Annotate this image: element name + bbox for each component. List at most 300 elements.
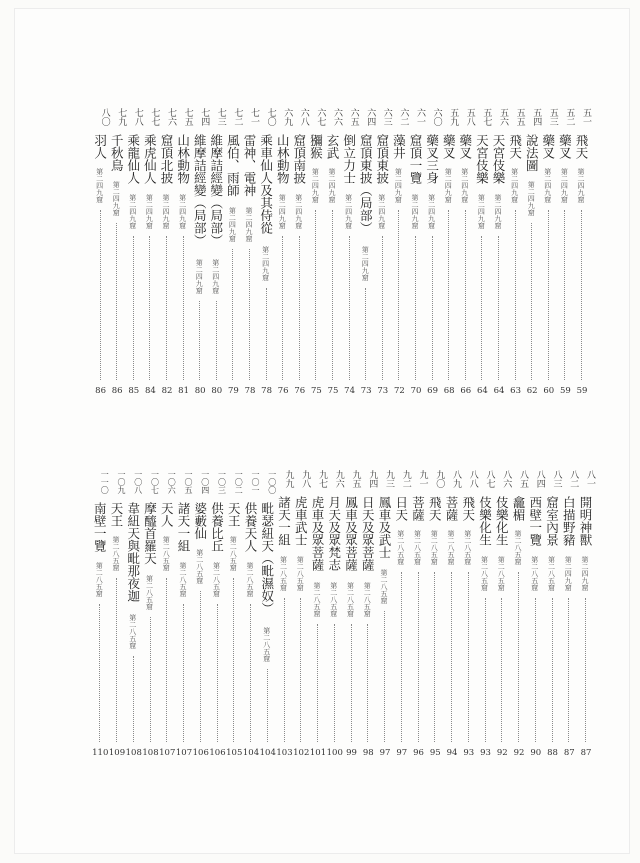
dot-leader [501, 598, 502, 743]
toc-entry [241, 108, 259, 428]
entry-title: 維摩詰經變（局部） [192, 134, 208, 247]
entry-number: 一〇九 [117, 470, 126, 494]
entry-page-number: 72 [393, 386, 405, 396]
entry-title: 藻井 [391, 134, 407, 159]
entry-title: 白描野豬 [561, 496, 577, 546]
dot-leader [100, 210, 101, 381]
entry-number: 一〇一 [251, 470, 260, 494]
toc-entry [473, 108, 491, 428]
entry-page-number: 109 [108, 748, 126, 758]
entry-title: 維摩詰經變（局部） [208, 134, 224, 247]
entry-title: 窟頂南披 [291, 134, 307, 184]
toc-entry [343, 470, 361, 790]
dot-leader [332, 210, 333, 381]
toc-entry [309, 470, 327, 790]
dot-leader [568, 598, 569, 743]
entry-cave: 第二八五窟 [447, 530, 455, 565]
entry-number: 九〇 [434, 470, 445, 488]
entry-title: 菩薩 [410, 496, 426, 521]
entry-page-number: 66 [460, 386, 472, 396]
entry-page-number: 75 [310, 386, 322, 396]
dot-leader [216, 301, 217, 381]
toc-entry [390, 108, 408, 428]
entry-number: 八六 [501, 470, 512, 488]
entry-number: 六六 [332, 108, 342, 126]
toc-entry [292, 470, 310, 790]
dot-leader [266, 288, 267, 381]
dot-leader [133, 656, 134, 743]
entry-title: 虎車武士 [293, 496, 309, 546]
toc-entry [440, 108, 458, 428]
entry-page-number: 92 [496, 748, 508, 758]
entry-page-number: 102 [293, 748, 310, 758]
dot-leader [535, 598, 536, 743]
toc-entry [91, 470, 109, 790]
entry-page-number: 85 [128, 386, 140, 396]
entry-cave: 第二八五窟 [547, 556, 556, 591]
toc-entry [457, 108, 475, 428]
entry-number: 五二 [564, 108, 575, 126]
entry-cave: 第二四九窟 [494, 194, 502, 229]
entry-page-number: 104 [259, 748, 276, 758]
entry-cave: 第二四九窟 [95, 168, 104, 203]
entry-cave: 第二四九窟 [128, 194, 137, 229]
dot-leader [149, 236, 150, 381]
entry-cave: 第二八五窟 [380, 569, 388, 604]
entry-number: 五四 [531, 108, 542, 126]
entry-page-number: 97 [379, 748, 391, 758]
entry-cave: 第二四九窟 [444, 168, 453, 203]
entry-page-number: 74 [344, 386, 355, 396]
entry-cave: 第二四九窟 [261, 246, 270, 281]
entry-page-number: 93 [480, 748, 491, 758]
entry-number: 九四 [367, 470, 378, 488]
entry-cave: 第二四九窟 [543, 168, 552, 203]
entry-title: 窟頂北披 [159, 134, 174, 184]
entry-title: 韋紐天與毗那夜迦 [125, 502, 141, 602]
entry-number: 五七 [481, 108, 492, 126]
toc-entry [242, 470, 260, 790]
entry-cave: 第二八五窟 [95, 562, 104, 597]
toc-entry [209, 470, 227, 790]
entry-number: 五六 [498, 108, 508, 126]
dot-leader [200, 591, 201, 743]
entry-cave: 第二四九窟 [460, 168, 469, 203]
entry-page-number: 106 [192, 748, 209, 758]
entry-number: 八三 [551, 470, 562, 488]
toc-entry [341, 108, 359, 428]
toc-entry [493, 470, 511, 790]
toc-entry [507, 108, 525, 428]
entry-cave: 第二八五窟 [530, 556, 539, 591]
toc-entry [407, 108, 425, 428]
dot-leader [299, 236, 300, 381]
entry-number: 九九 [283, 470, 294, 488]
dot-leader [284, 598, 285, 743]
toc-entry [357, 108, 375, 428]
entry-number: 六〇 [431, 108, 442, 126]
toc-entry [326, 470, 344, 790]
entry-number: 七三 [215, 108, 226, 126]
toc-entry [208, 108, 226, 428]
dot-leader [282, 236, 283, 381]
entry-cave: 第二八五窟 [497, 556, 506, 591]
toc-entry [258, 108, 276, 428]
entry-page-number: 93 [463, 748, 475, 758]
entry-page-number: 103 [276, 748, 293, 758]
dot-leader [552, 598, 553, 743]
entry-cave: 第二四九窟 [294, 194, 303, 229]
entry-page-number: 69 [427, 386, 438, 396]
entry-page-number: 75 [327, 386, 339, 396]
entry-number: 七七 [149, 108, 160, 126]
dot-leader [465, 210, 466, 381]
toc-entry [410, 470, 428, 790]
toc-entry [108, 470, 126, 790]
entry-page-number: 105 [226, 748, 243, 758]
entry-page-number: 78 [261, 386, 272, 396]
entry-title: 窟頂東披 [374, 134, 390, 184]
entry-title: 日天及眾菩薩 [360, 496, 376, 571]
entry-number: 六五 [348, 108, 359, 126]
entry-page-number: 96 [413, 748, 424, 758]
dot-leader [217, 604, 218, 743]
entry-page-number: 87 [580, 748, 592, 758]
entry-title: 窟室內景 [544, 496, 560, 546]
dot-leader [349, 236, 350, 381]
entry-page-number: 101 [309, 748, 327, 758]
entry-cave: 第二八五窟 [296, 556, 305, 591]
dot-leader [581, 210, 582, 381]
dot-leader [468, 572, 469, 743]
entry-title: 鳳車及眾菩薩 [343, 496, 359, 571]
entry-page-number: 86 [111, 386, 123, 396]
toc-entry [291, 108, 309, 428]
entry-title: 飛天 [460, 496, 476, 521]
entry-page-number: 73 [377, 386, 389, 396]
entry-cave: 第二八五窟 [413, 530, 422, 565]
entry-page-number: 80 [211, 386, 223, 396]
entry-title: 天王 [109, 502, 124, 527]
entry-cave: 第二四九窟 [228, 207, 237, 242]
toc-entry [141, 108, 159, 428]
entry-number: 五五 [514, 108, 525, 126]
entry-number: 五三 [547, 108, 558, 126]
entry-cave: 第二八五窟 [396, 530, 405, 565]
entry-cave: 第二四九窟 [328, 168, 336, 203]
entry-cave: 第二八五窟 [480, 556, 489, 591]
entry-cave: 第二四九窟 [560, 168, 569, 203]
entry-number: 六三 [381, 108, 392, 126]
toc-lower-section [0, 470, 640, 770]
toc-entry [225, 470, 243, 790]
entry-page-number: 70 [410, 386, 422, 396]
entry-page-number: 59 [559, 386, 571, 396]
entry-number: 一〇七 [150, 470, 160, 494]
entry-title: 天人 [159, 502, 175, 527]
entry-cave: 第二八五窟 [430, 530, 439, 565]
entry-cave: 第二四九窟 [278, 194, 287, 229]
entry-title: 山林動物 [275, 134, 291, 184]
entry-title: 供養比丘 [209, 502, 225, 552]
entry-title: 摩醯首羅天 [142, 502, 158, 565]
entry-number: 一〇二 [234, 470, 244, 494]
dot-leader [199, 301, 200, 381]
entry-number: 六二 [398, 108, 409, 126]
entry-cave: 第二八五窟 [363, 582, 372, 617]
entry-number: 一〇八 [133, 470, 143, 494]
entry-page-number: 87 [563, 748, 575, 758]
entry-title: 風伯、雨師 [225, 134, 241, 197]
dot-leader [250, 604, 251, 743]
entry-number: 九五 [350, 470, 361, 488]
entry-title: 鳳車及武士 [377, 496, 392, 559]
entry-number: 六八 [298, 108, 309, 126]
entry-cave: 第二四九窟 [527, 181, 536, 216]
entry-cave: 第二八五窟 [246, 562, 254, 597]
entry-title: 山林動物 [175, 134, 191, 184]
entry-title: 乘車仙人及其侍從 [258, 134, 274, 234]
entry-page-number: 108 [142, 748, 159, 758]
entry-cave: 第二八五窟 [313, 582, 321, 617]
entry-title: 月天及眾梵志 [326, 496, 342, 571]
entry-page-number: 63 [510, 386, 521, 396]
entry-title: 南壁一覽 [92, 502, 108, 552]
entry-title: 天宮伎樂 [474, 134, 490, 184]
entry-cave: 第二八五窟 [195, 549, 204, 584]
dot-leader [382, 236, 383, 381]
entry-cave: 第二八五窟 [179, 562, 187, 597]
entry-number: 一一〇 [100, 470, 110, 494]
entry-title: 藥叉 [441, 134, 457, 159]
dot-leader [183, 236, 184, 381]
toc-entry [556, 108, 574, 428]
dot-leader [418, 572, 419, 743]
entry-number: 一〇五 [184, 470, 193, 494]
toc-entry [523, 108, 541, 428]
entry-title: 獼猴 [308, 134, 324, 159]
entry-number: 一〇〇 [267, 470, 277, 494]
dot-leader [481, 236, 482, 381]
dot-leader [232, 249, 233, 381]
entry-cave: 第二四九窟 [344, 194, 353, 229]
entry-number: 七四 [199, 108, 210, 126]
toc-entry [443, 470, 461, 790]
entry-number: 八〇 [99, 108, 110, 126]
entry-number: 八五 [518, 470, 528, 488]
toc-entry [577, 470, 595, 790]
entry-title: 窟頂東披（局部） [358, 134, 374, 234]
entry-title: 藥叉 [457, 134, 473, 159]
entry-number: 六一 [415, 108, 425, 126]
dot-leader [365, 288, 366, 381]
toc-entry [175, 470, 193, 790]
entry-page-number: 106 [209, 748, 226, 758]
entry-page-number: 76 [277, 386, 289, 396]
entry-page-number: 97 [396, 748, 408, 758]
entry-title: 倒立力士 [341, 134, 357, 184]
dot-leader [183, 604, 184, 743]
entry-title: 毗瑟紐天（毗濕奴） [259, 502, 275, 615]
entry-cave: 第二四九窟 [510, 168, 519, 203]
dot-leader [166, 578, 167, 743]
dot-leader [150, 617, 151, 743]
entry-page-number: 107 [159, 748, 176, 758]
entry-cave: 第二八五窟 [463, 530, 472, 565]
entry-title: 乘虎仙人 [142, 134, 158, 184]
entry-title: 羽人 [92, 134, 108, 159]
entry-cave: 第二八五窟 [279, 556, 288, 591]
toc-entry [527, 470, 545, 790]
entry-number: 六四 [365, 108, 376, 126]
entry-page-number: 82 [161, 386, 173, 396]
entry-title: 伎樂化生 [477, 496, 493, 546]
entry-page-number: 73 [360, 386, 372, 396]
entry-cave: 第二八五窟 [145, 575, 154, 610]
toc-entry [158, 470, 176, 790]
dot-leader [451, 572, 452, 743]
entry-page-number: 68 [443, 386, 455, 396]
entry-page-number: 99 [346, 748, 357, 758]
toc-entry [424, 108, 442, 428]
entry-cave: 第二四九窟 [361, 246, 370, 281]
entry-cave: 第二四九窟 [178, 194, 187, 229]
toc-entry [477, 470, 495, 790]
entry-number: 五一 [581, 108, 591, 126]
dot-leader [415, 236, 416, 381]
entry-page-number: 84 [144, 386, 156, 396]
dot-leader [351, 624, 352, 743]
dot-leader [317, 624, 318, 743]
entry-title: 日天 [393, 496, 409, 521]
entry-title: 乘龍仙人 [125, 134, 141, 184]
entry-number: 九二 [400, 470, 411, 488]
entry-title: 飛天 [507, 134, 523, 159]
entry-title: 虎車及眾菩薩 [310, 496, 325, 571]
entry-page-number: 64 [476, 386, 488, 396]
entry-title: 窟頂一覽 [408, 134, 423, 184]
entry-number: 六九 [282, 108, 293, 126]
toc-entry [125, 470, 143, 790]
entry-cave: 第二八五窟 [162, 536, 171, 571]
toc-entry [192, 470, 210, 790]
entry-number: 五九 [448, 108, 459, 126]
dot-leader [133, 236, 134, 381]
entry-page-number: 79 [227, 386, 239, 396]
dot-leader [99, 604, 100, 743]
entry-title: 供養天人 [243, 502, 258, 552]
dot-leader [564, 210, 565, 381]
entry-cave: 第二四九窟 [394, 168, 403, 203]
entry-title: 菩薩 [444, 496, 459, 521]
entry-cave: 第二四九窟 [411, 194, 419, 229]
entry-number: 九六 [333, 470, 344, 488]
entry-cave: 第二八五窟 [329, 582, 338, 617]
toc-entry [573, 108, 591, 428]
entry-title: 飛天 [574, 134, 589, 159]
entry-number: 六七 [315, 108, 326, 126]
entry-number: 八四 [534, 470, 545, 488]
entry-number: 八九 [451, 470, 461, 488]
toc-entry [175, 108, 193, 428]
entry-cave: 第二四九窟 [195, 259, 204, 294]
entry-page-number: 110 [92, 748, 109, 758]
entry-number: 九七 [317, 470, 327, 488]
dot-leader [518, 572, 519, 743]
toc-entry [259, 470, 277, 790]
toc-entry [108, 108, 126, 428]
entry-cave: 第二四九窟 [245, 207, 253, 242]
entry-title: 天王 [226, 502, 242, 527]
entry-page-number: 64 [493, 386, 505, 396]
dot-leader [384, 611, 385, 743]
entry-cave: 第二八五窟 [112, 536, 120, 571]
dot-leader [531, 223, 532, 381]
entry-title: 千秋鳥 [109, 134, 125, 172]
entry-page-number: 92 [513, 748, 525, 758]
entry-number: 八二 [568, 470, 579, 488]
toc-entry [544, 470, 562, 790]
entry-title: 藥叉 [557, 134, 573, 159]
entry-page-number: 98 [362, 748, 374, 758]
toc-entry [540, 108, 558, 428]
entry-page-number: 94 [446, 748, 458, 758]
entry-number: 九八 [300, 470, 311, 488]
entry-page-number: 78 [244, 386, 256, 396]
entry-title: 諸天一組 [276, 496, 292, 546]
entry-cave: 第二四九窟 [211, 259, 220, 294]
entry-page-number: 88 [547, 748, 558, 758]
entry-cave: 第二八五窟 [212, 562, 221, 597]
toc-entry [274, 108, 292, 428]
dot-leader [116, 578, 117, 743]
toc-upper-section [0, 108, 640, 408]
entry-title: 飛天 [427, 496, 443, 521]
entry-title: 開明神獸 [578, 496, 593, 546]
entry-page-number: 59 [576, 386, 588, 396]
toc-entry [490, 108, 508, 428]
entry-page-number: 104 [242, 748, 260, 758]
dot-leader [334, 624, 335, 743]
toc-entry [307, 108, 325, 428]
dot-leader [585, 598, 586, 743]
dot-leader [300, 598, 301, 743]
entry-cave: 第二四九窟 [564, 556, 573, 591]
entry-title: 伎樂化生 [494, 496, 510, 546]
dot-leader [398, 210, 399, 381]
toc-entry [374, 108, 392, 428]
toc-entry [376, 470, 394, 790]
dot-leader [367, 624, 368, 743]
entry-number: 九一 [417, 470, 428, 488]
entry-number: 七〇 [265, 108, 276, 126]
dot-leader [401, 572, 402, 743]
entry-number: 八八 [467, 470, 478, 488]
entry-number: 七一 [249, 108, 259, 126]
entry-title: 婆藪仙 [192, 502, 208, 540]
entry-cave: 第二八五窟 [346, 582, 355, 617]
entry-cave: 第二八五窟 [128, 614, 137, 649]
toc-entry [393, 470, 411, 790]
entry-page-number: 95 [429, 748, 441, 758]
toc-entry [276, 470, 294, 790]
entry-number: 七六 [166, 108, 176, 126]
dot-leader [548, 210, 549, 381]
entry-cave: 第二四九窟 [112, 181, 121, 216]
entry-page-number: 80 [194, 386, 206, 396]
entry-cave: 第二八五窟 [514, 530, 522, 565]
dot-leader [249, 249, 250, 381]
